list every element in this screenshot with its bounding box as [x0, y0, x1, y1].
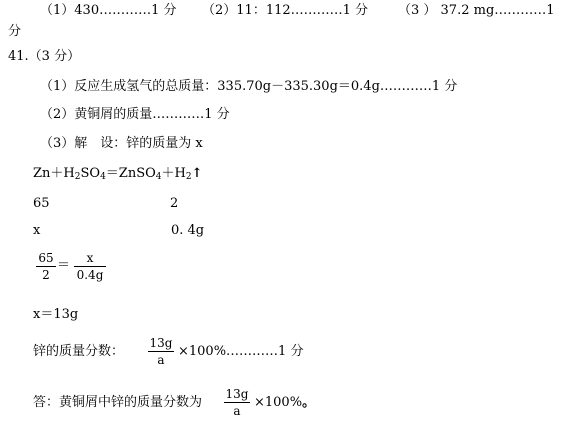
answer-x: x＝13g	[33, 307, 79, 322]
ratio-row-1-right: 2	[170, 196, 179, 211]
equals-sign: ＝	[57, 258, 71, 273]
chemical-equation: $Zn+H_2SO_4=ZnSO_4+H_2↑$	[33, 166, 203, 182]
step-1: （1）反应生成氢气的总质量：335.70g－335.30g＝0.4g…………1 分	[40, 79, 458, 94]
gas-arrow: ↑	[191, 166, 203, 181]
final-answer-tail: ×100%。	[254, 395, 316, 410]
fraction-x-0-4g: x 0.4g	[74, 251, 106, 282]
q40-part2: （2）11：112…………1 分	[202, 3, 369, 18]
final-answer-label: 答：黄铜屑中锌的质量分数为	[33, 395, 203, 410]
q40-part3: （3 ） 37.2 mg…………1	[398, 3, 555, 18]
step-3: （3）解 设：锌的质量为 x	[40, 136, 203, 151]
q40-part1: （1）430…………1 分	[40, 3, 177, 18]
step-2: （2）黄铜屑的质量…………1 分	[40, 107, 230, 122]
ratio-row-2-left: x	[33, 223, 41, 238]
mass-fraction-tail: ×100%…………1 分	[178, 344, 304, 359]
q40-wrap: 分	[8, 24, 22, 39]
mass-fraction-label: 锌的质量分数：	[33, 344, 125, 359]
ratio-row-1-left: 65	[33, 196, 50, 211]
fraction-13g-a: 13g a	[149, 336, 173, 367]
q41-title: 41.（3 分）	[8, 49, 81, 64]
final-fraction-13g-a: 13g a	[225, 387, 249, 418]
ratio-row-2-right: 0. 4g	[171, 223, 205, 238]
fraction-65-2: 65 2	[36, 251, 56, 282]
